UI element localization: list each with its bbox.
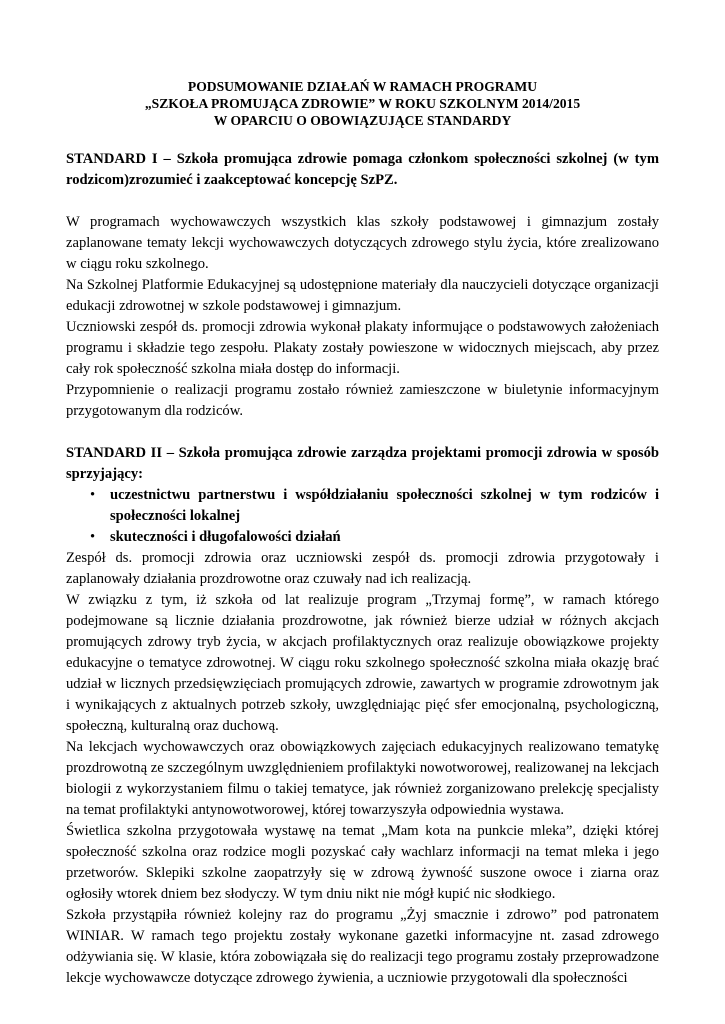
standard-2-paragraph: Świetlica szkolna przygotowała wystawę na temat „Mam kota na punkcie mleka”, dzięki której społeczność szkolna oraz rodzice mogli pozyskać cały wachlarz informacji na temat mleka i jego przetworów. Sklepiki szkolne zaopatrzyły się w zdrową żywność suszone owoce i ziarna oraz ogłosiły wtorek dniem bez słodyczy. W tym dniu nikt nie mógł kupić nic słodkiego.: [66, 823, 659, 902]
bullet-item: [90, 527, 659, 548]
standard-2-paragraph: W związku z tym, iż szkoła od lat realizuje program „Trzymaj formę”, w ramach którego podejmowane są licznie działania prozdrowotne, jak również bierze udział w różnych akcjach promujących zdrowy tryb życia, w akcjach profilaktycznych oraz realizuje obowiązkowe projekty edukacyjne o tematyce zdrowotnej. W ciągu roku szkolnego społeczność szkolna miała okazję brać udział w licznych przedsięwzięciach promujących zdrowie, zawartych w programie zdrowotnym jak i wynikających z aktualnych potrzeb szkoły, uwzględniając pięć sfer emocjonalną, psychologiczną, społeczną, kulturalną oraz duchową.: [66, 592, 659, 734]
standard-2-heading: STANDARD II – Szkoła promująca zdrowie zarządza projektami promocji zdrowia w sposób sprzyjający:: [66, 445, 659, 482]
title-line-3: W OPARCIU O OBOWIĄZUJĄCE STANDARDY: [213, 113, 512, 128]
standard-1-heading: STANDARD I – Szkoła promująca zdrowie pomaga członkom społeczności szkolnej (w tym rodzicom)zrozumieć i zaakceptować koncepcję SzPZ.: [66, 151, 659, 188]
bullet-text: skuteczności i długofalowości działań: [110, 529, 341, 545]
title-line-2: „SZKOŁA PROMUJĄCA ZDROWIE” W ROKU SZKOLNYM 2014/2015: [144, 96, 581, 111]
standard-2-bullet-list: [66, 485, 659, 548]
document-title: [66, 78, 659, 129]
bullet-icon: •: [90, 487, 96, 503]
bullet-icon: •: [90, 529, 96, 545]
bullet-item: [90, 485, 659, 527]
standard-1-paragraph: Przypomnienie o realizacji programu zostało również zamieszczone w biuletynie informacyjnym przygotowanym dla rodziców.: [66, 382, 659, 419]
standard-1-paragraph: W programach wychowawczych wszystkich klas szkoły podstawowej i gimnazjum zostały zaplanowane tematy lekcji wychowawczych dotyczących zdrowego stylu życia, które zrealizowano w ciągu roku szkolnego.: [66, 214, 659, 272]
bullet-text: uczestnictwu partnerstwu i współdziałaniu społeczności szkolnej w tym rodziców i społeczności lokalnej: [110, 487, 659, 524]
title-line-1: PODSUMOWANIE DZIAŁAŃ W RAMACH PROGRAMU: [187, 79, 538, 94]
standard-1-paragraph: Uczniowski zespół ds. promocji zdrowia wykonał plakaty informujące o podstawowych założeniach programu i składzie tego zespołu. Plakaty zostały powieszone w widocznych miejscach, aby przez cały rok społeczność szkolna miała dostęp do informacji.: [66, 319, 659, 377]
standard-2-paragraph: Zespół ds. promocji zdrowia oraz uczniowski zespół ds. promocji zdrowia przygotowały i zaplanowały działania prozdrowotne oraz czuwały nad ich realizacją.: [66, 550, 659, 587]
standard-2-paragraph: Szkoła przystąpiła również kolejny raz do programu „Żyj smacznie i zdrowo” pod patronatem WINIAR. W ramach tego projektu zostały wykonane gazetki informacyjne nt. zasad zdrowego odżywiania się. W klasie, która zobowiązała się do realizacji tego programu zostały przeprowadzone lekcje wychowawcze dotyczące zdrowego żywienia, a uczniowie przygotowali dla społeczności: [66, 907, 659, 986]
section-spacer: [66, 422, 659, 443]
standard-2-paragraph: Na lekcjach wychowawczych oraz obowiązkowych zajęciach edukacyjnych realizowano tematykę prozdrowotną ze szczególnym uwzględnieniem profilaktyki nowotworowej, realizowanej na lekcjach biologii z wykorzystaniem filmu o takiej tematyce, jak również zorganizowano prelekcję specjalisty na temat profilaktyki antynowotworowej, której towarzyszyła odpowiednia wystawa.: [66, 739, 659, 818]
standard-1-paragraph: Na Szkolnej Platformie Edukacyjnej są udostępnione materiały dla nauczycieli dotyczące organizacji edukacji zdrowotnej w szkole podstawowej i gimnazjum.: [66, 277, 659, 314]
document-page: [66, 78, 659, 989]
